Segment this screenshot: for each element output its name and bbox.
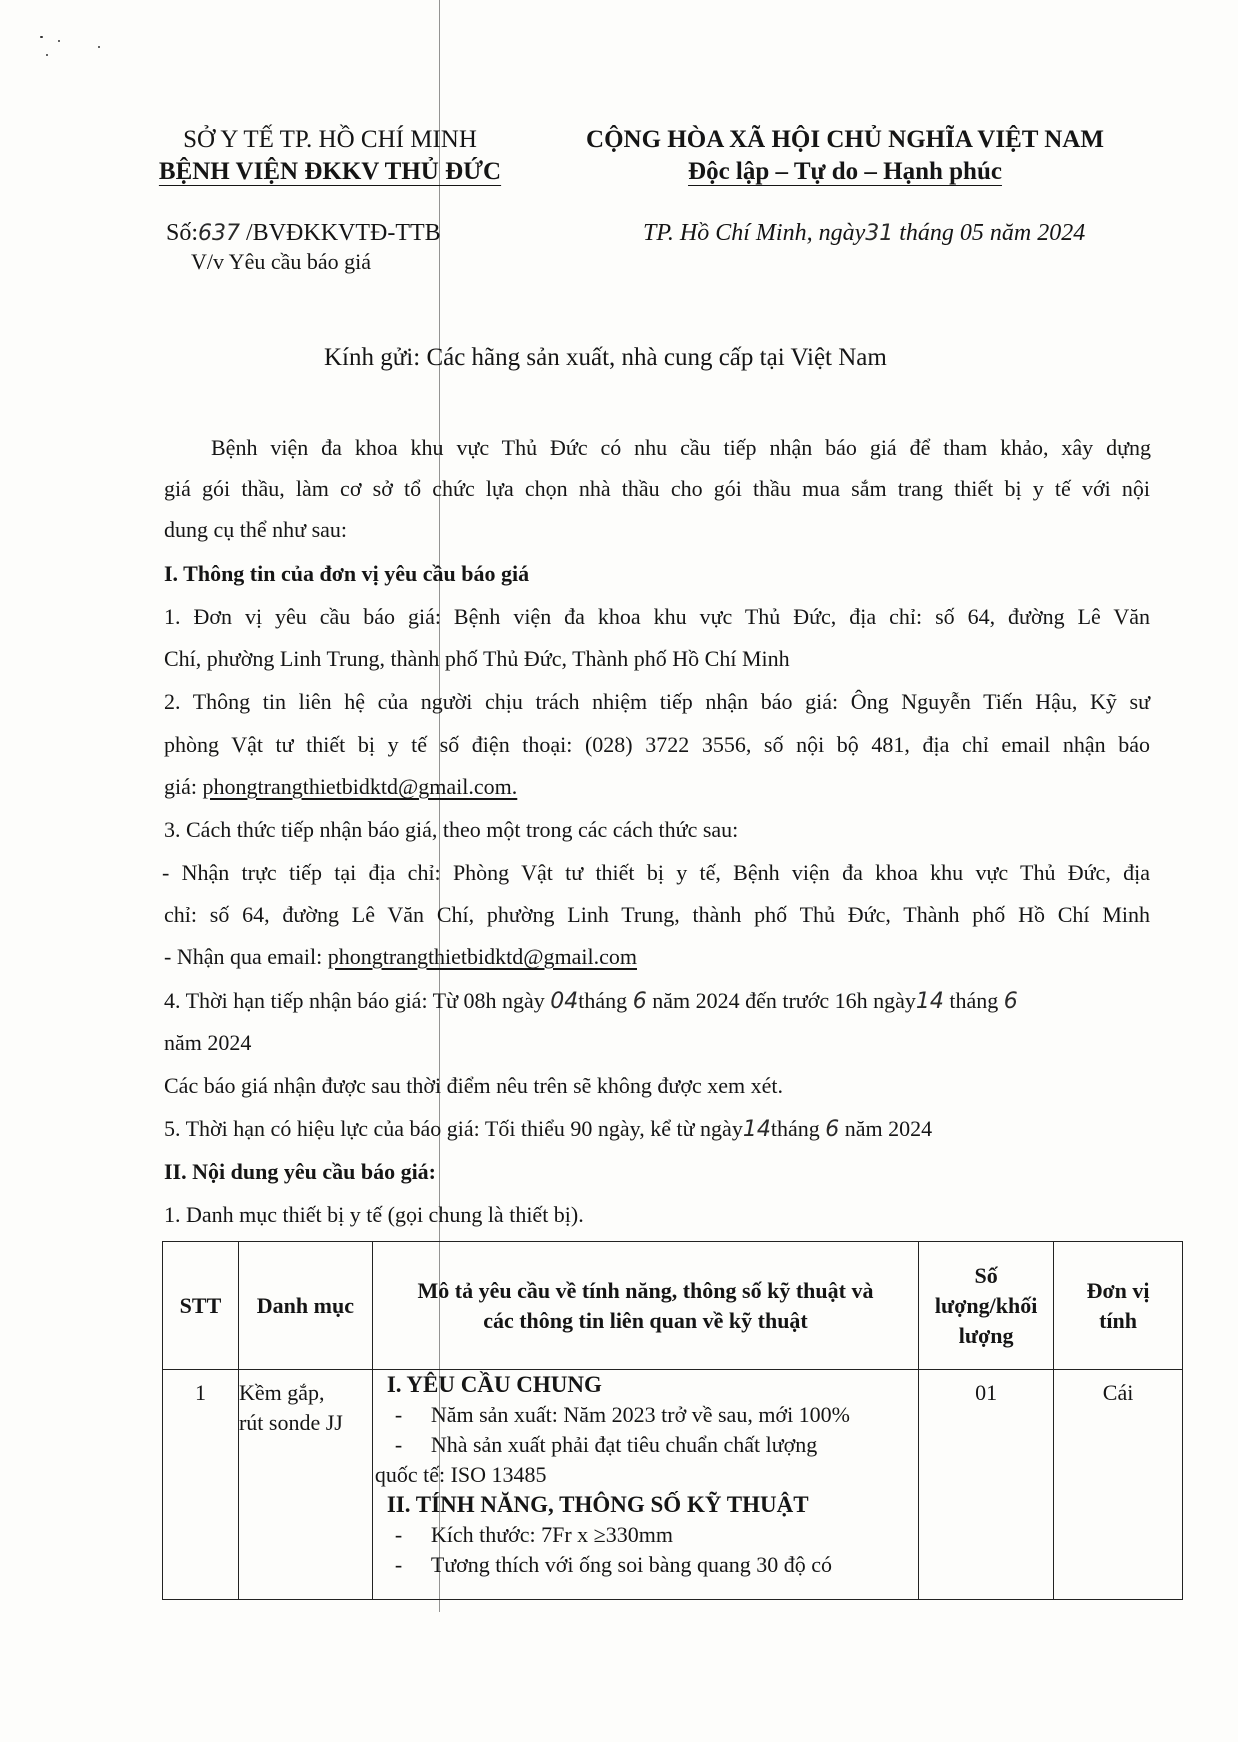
handwritten-day: 14 <box>915 989 944 1014</box>
document-number: Số:637 /BVĐKKVTĐ-TTB <box>166 220 441 246</box>
spec-line: quốc tế: ISO 13485 <box>374 1462 547 1487</box>
section-1-item-4-line-1: 4. Thời hạn tiếp nhận báo giá: Từ 08h ngày 04tháng 6 năm 2024 đến trước 16h ngày14 tháng 6 <box>164 988 1018 1014</box>
spec-line: - Nhà sản xuất phải đạt tiêu chuẩn chất lượng <box>394 1432 818 1457</box>
nation-name: CỘNG HÒA XÃ HỘI CHỦ NGHĨA VIỆT NAM <box>586 126 1104 153</box>
section-1-note: Các báo giá nhận được sau thời điểm nêu trên sẽ không được xem xét. <box>164 1073 783 1098</box>
section-1-title: I. Thông tin của đơn vị yêu cầu báo giá <box>164 561 530 586</box>
spec-heading-general: I. YÊU CẦU CHUNG <box>386 1372 602 1397</box>
section-1-item-4-line-2: năm 2024 <box>164 1030 252 1055</box>
row-description <box>372 1370 918 1600</box>
col-header-unit: Đơn vị tính <box>1054 1242 1183 1370</box>
section-1-item-5: 5. Thời hạn có hiệu lực của báo giá: Tối thiểu 90 ngày, kể từ ngày14tháng 6 năm 2024 <box>164 1116 933 1142</box>
motto: Độc lập – Tự do – Hạnh phúc <box>688 158 1002 185</box>
section-1-item-2-line-2: phòng Vật tư thiết bị y tế số điện thoại: (028) 3722 3556, số nội bộ 481, địa chỉ email nhận báo <box>164 732 1150 757</box>
handwritten-month: 6 <box>825 1117 840 1142</box>
table-header-row <box>163 1242 1183 1370</box>
col-header-description: Mô tả yêu cầu về tính năng, thông số kỹ thuật và các thông tin liên quan về kỹ thuật <box>372 1242 918 1370</box>
handwritten-day: 04 <box>550 989 579 1014</box>
handwritten-day: 31 <box>865 221 894 246</box>
handwritten-month: 6 <box>1003 989 1018 1014</box>
intro-line-2: giá gói thầu, làm cơ sở tổ chức lựa chọn nhà thầu cho gói thầu mua sắm trang thiết bị y tế với nội <box>164 476 1150 501</box>
header-left <box>120 124 540 188</box>
spec-line: - Năm sản xuất: Năm 2023 trở về sau, mới 100% <box>394 1402 851 1427</box>
row-quantity: 01 <box>919 1370 1054 1600</box>
handwritten-day: 14 <box>742 1117 771 1142</box>
hospital-name: BỆNH VIỆN ĐKKV THỦ ĐỨC <box>158 158 502 185</box>
section-1-item-1-line-2: Chí, phường Linh Trung, thành phố Thủ Đức, Thành phố Hồ Chí Minh <box>164 646 790 671</box>
handwritten-month: 6 <box>632 989 647 1014</box>
equipment-table <box>162 1241 1183 1600</box>
row-stt: 1 <box>163 1370 239 1600</box>
email-link[interactable]: phongtrangthietbidktd@gmail.com <box>327 944 638 969</box>
col-header-item: Danh mục <box>238 1242 372 1370</box>
spec-line: - Kích thước: 7Fr x ≥330mm <box>394 1522 673 1547</box>
section-1-item-2-line-1: 2. Thông tin liên hệ của người chịu trách nhiệm tiếp nhận báo giá: Ông Nguyễn Tiến Hậu, Kỹ sư <box>164 689 1150 714</box>
section-1-item-1-line-1: 1. Đơn vị yêu cầu báo giá: Bệnh viện đa khoa khu vực Thủ Đức, địa chỉ: số 64, đường Lê Văn <box>164 604 1150 629</box>
intro-line-1: Bệnh viện đa khoa khu vực Thủ Đức có nhu cầu tiếp nhận báo giá để tham khảo, xây dựng <box>211 435 1151 460</box>
section-1-item-3-line-2: - Nhận trực tiếp tại địa chỉ: Phòng Vật tư thiết bị y tế, Bệnh viện đa khoa khu vực Thủ Đức, địa <box>162 860 1150 885</box>
section-2-title: II. Nội dung yêu cầu báo giá: <box>164 1159 437 1184</box>
scan-speck <box>40 36 43 38</box>
spec-line: - Tương thích với ống soi bàng quang 30 độ có <box>394 1552 833 1577</box>
scan-speck <box>46 54 48 56</box>
document-subject: V/v Yêu cầu báo giá <box>191 249 372 274</box>
addressee: Kính gửi: Các hãng sản xuất, nhà cung cấp tại Việt Nam <box>324 344 887 371</box>
scan-speck <box>98 46 100 48</box>
section-1-item-3-line-1: 3. Cách thức tiếp nhận báo giá, theo một trong các cách thức sau: <box>164 817 739 842</box>
section-1-item-2-line-3: giá: phongtrangthietbidktd@gmail.com. <box>164 774 518 799</box>
col-header-quantity: Số lượng/khối lượng <box>919 1242 1054 1370</box>
table-row <box>163 1370 1183 1600</box>
col-header-stt: STT <box>163 1242 239 1370</box>
section-1-item-3-line-4: - Nhận qua email: phongtrangthietbidktd@gmail.com <box>164 944 638 969</box>
document-date: TP. Hồ Chí Minh, ngày31 tháng 05 năm 2024 <box>643 220 1086 246</box>
header-right <box>555 124 1135 188</box>
email-link[interactable]: phongtrangthietbidktd@gmail.com. <box>202 774 518 799</box>
spec-heading-technical: II. TÍNH NĂNG, THÔNG SỐ KỸ THUẬT <box>386 1492 809 1517</box>
handwritten-number: 637 <box>198 221 241 246</box>
org-name: SỞ Y TẾ TP. HỒ CHÍ MINH <box>183 126 477 153</box>
intro-line-3: dung cụ thể như sau: <box>164 517 348 542</box>
row-item-name: Kềm gắp, rút sonde JJ <box>238 1370 372 1600</box>
section-2-item-1: 1. Danh mục thiết bị y tế (gọi chung là thiết bị). <box>164 1202 584 1227</box>
row-unit: Cái <box>1054 1370 1183 1600</box>
scan-speck <box>58 40 60 42</box>
section-1-item-3-line-3: chỉ: số 64, đường Lê Văn Chí, phường Linh Trung, thành phố Thủ Đức, Thành phố Hồ Chí Minh <box>164 902 1150 927</box>
